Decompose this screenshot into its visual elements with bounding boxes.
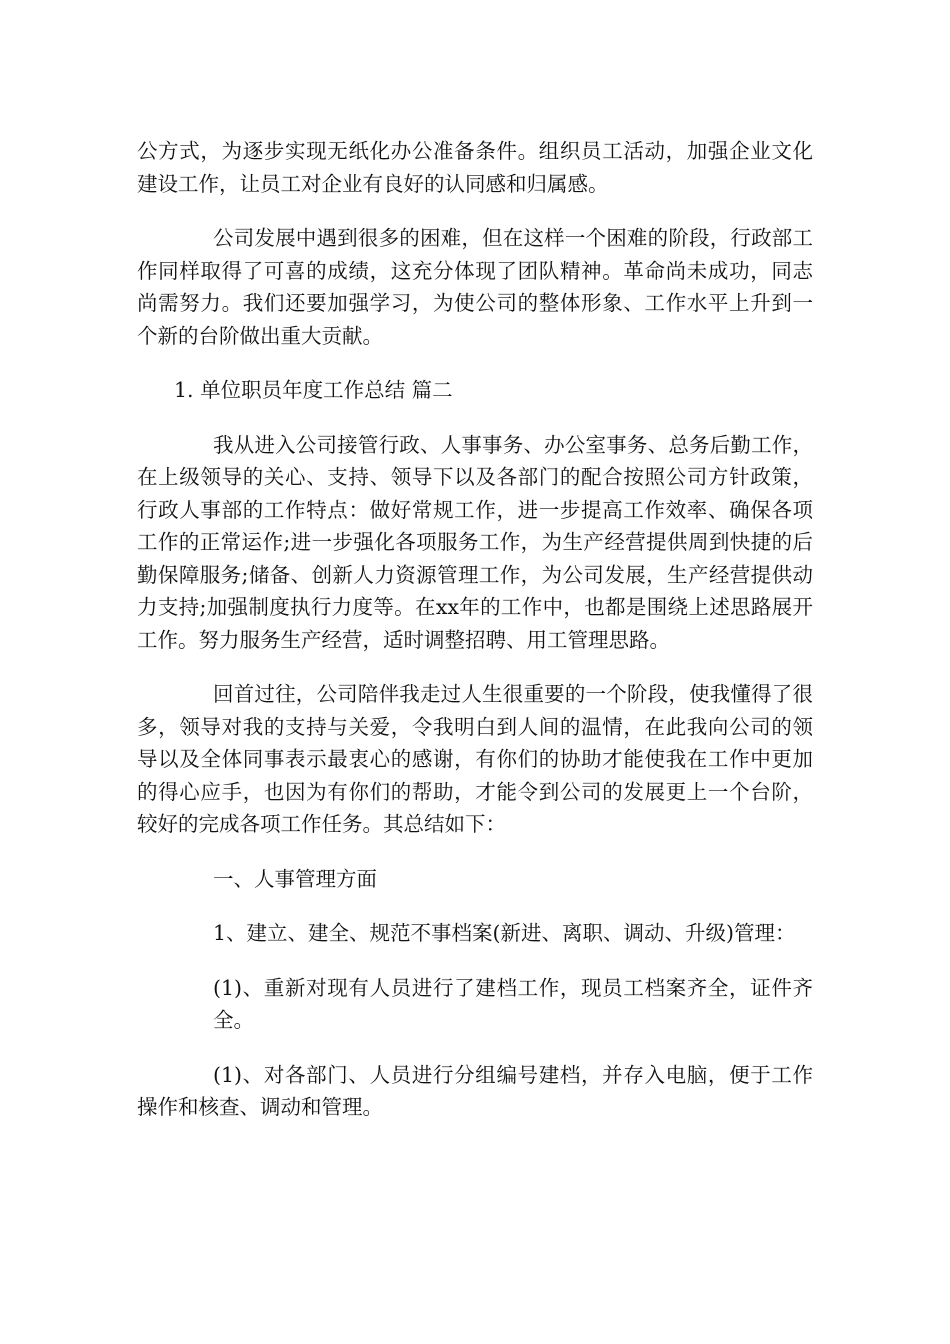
paragraph-team-spirit: 公司发展中遇到很多的困难，但在这样一个困难的阶段，行政部工作同样取得了可喜的成绩，这充分体现了团队精神。革命尚未成功，同志尚需努力。我们还要加强学习，为使公司的整体形象、工作水平上升到一个新的台阶做出重大贡献。 [137, 226, 813, 348]
paragraph-gratitude: 回首过往，公司陪伴我走过人生很重要的一个阶段，使我懂得了很多，领导对我的支持与关爱，令我明白到人间的温情，在此我向公司的领导以及全体同事表示最衷心的感谢，有你们的协助才能使我在工作中更加的得心应手，也因为有你们的帮助，才能令到公司的发展更上一个台阶，较好的完成各项工作任务。其总结如下： [137, 682, 813, 836]
section-heading-hr: 一、人事管理方面 [213, 866, 377, 891]
paragraph-admin-work: 我从进入公司接管行政、人事事务、办公室事务、总务后勤工作，在上级领导的关心、支持、领导下以及各部门的配合按照公司方针政策，行政人事部的工作特点：做好常规工作，进一步提高工作效率、确保各项工作的正常运作;进一步强化各项服务工作，为生产经营提供周到快捷的后勤保障服务;储备、创新人力资源管理工作，为公司发展，生产经营提供动力支持;加强制度执行力度等。在xx年的工作中，也都是围绕上述思路展开工作。努力服务生产经营，适时调整招聘、用工管理思路。 [137, 432, 813, 652]
document-body [137, 135, 813, 1146]
list-item-grouping: (1)、对各部门、人员进行分组编号建档，并存入电脑，便于工作操作和核查、调动和管理。 [137, 1062, 813, 1119]
paragraph-office-culture: 公方式，为逐步实现无纸化办公准备条件。组织员工活动，加强企业文化建设工作，让员工对企业有良好的认同感和归属感。 [137, 139, 813, 196]
section-title-part-two: 1. 单位职员年度工作总结 篇二 [174, 378, 453, 402]
list-item-archive-management: 1、建立、建全、规范不事档案(新进、离职、调动、升级)管理： [213, 921, 796, 945]
list-item-rebuild-archives: (1)、重新对现有人员进行了建档工作，现员工档案齐全，证件齐全。 [213, 975, 813, 1032]
